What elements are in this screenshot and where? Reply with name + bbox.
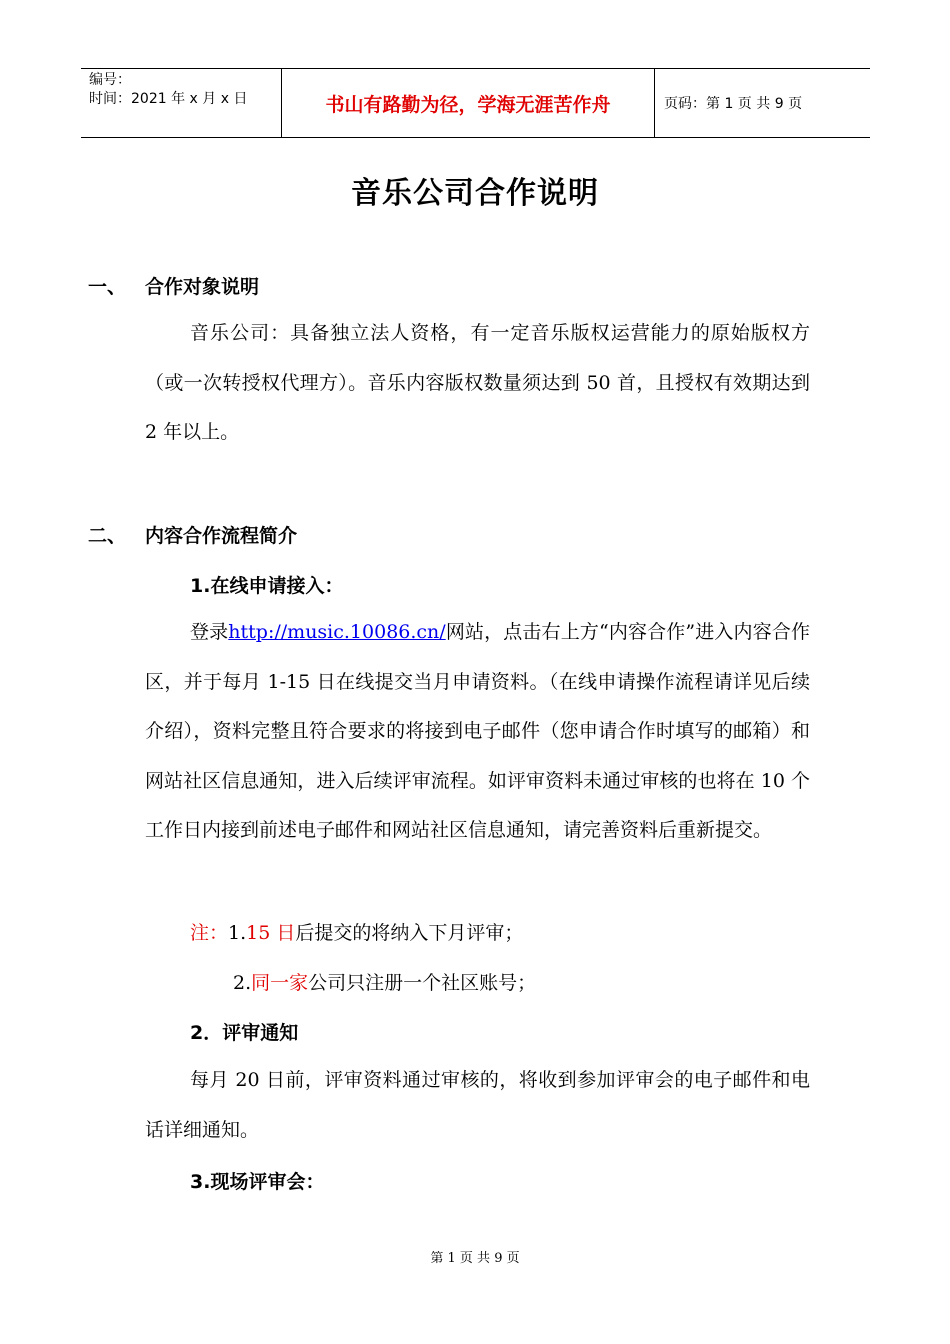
step1-text-before: 登录 bbox=[190, 621, 229, 643]
step2-heading: 2．评审通知 bbox=[190, 1022, 299, 1044]
time-label: 时间：2021 年 x 月 x 日 bbox=[89, 91, 248, 107]
step1-paragraph bbox=[145, 608, 810, 856]
step3-heading: 3.现场评审会： bbox=[190, 1171, 325, 1193]
section-title: 合作对象说明 bbox=[145, 276, 260, 298]
page-header bbox=[81, 68, 870, 138]
section-number: 二、 bbox=[88, 525, 127, 547]
note1-prefix: 1. bbox=[228, 922, 247, 944]
note2-rest: 公司只注册一个社区账号； bbox=[308, 972, 537, 994]
header-meta bbox=[81, 69, 281, 137]
note1-rest: 后提交的将纳入下月评审； bbox=[295, 922, 524, 944]
note2-prefix: 2. bbox=[233, 972, 252, 994]
note-label: 注： bbox=[190, 922, 229, 944]
note-2 bbox=[233, 968, 536, 995]
page-footer: 第 1 页 共 9 页 bbox=[430, 1251, 520, 1266]
step1-text-after: 网站，点击右上方“内容合作”进入内容合作区，并于每月 1-15 日在线提交当月申请资料。（在线申请操作流程请详见后续介绍），资料完整且符合要求的将接到电子邮件（您申请合作时填写的邮箱）和网站社区信息通知，进入后续评审流程。如评审资料未通过审核的也将在 10 个工作日内接到前述电子邮件和网站社区信息通知，请完善资料后重新提交。 bbox=[145, 621, 810, 841]
step1-heading: 1.在线申请接入： bbox=[190, 575, 344, 597]
note1-highlight: 15 日 bbox=[246, 922, 296, 944]
note2-highlight: 同一家 bbox=[251, 972, 309, 994]
note-1 bbox=[190, 918, 523, 945]
section-number: 一、 bbox=[88, 276, 127, 298]
step2-paragraph: 每月 20 日前，评审资料通过审核的，将收到参加评审会的电子邮件和电话详细通知。 bbox=[145, 1069, 810, 1141]
section-heading-2 bbox=[88, 521, 297, 548]
header-motto: 书山有路勤为径，学海无涯苦作舟 bbox=[281, 69, 655, 137]
document-title: 音乐公司合作说明 bbox=[351, 176, 599, 211]
number-label: 编号： bbox=[89, 72, 131, 88]
section-title: 内容合作流程简介 bbox=[145, 525, 298, 547]
section-heading-1 bbox=[88, 272, 259, 299]
header-page-info: 页码：第 1 页 共 9 页 bbox=[664, 96, 803, 112]
music-site-link[interactable]: http://music.10086.cn/ bbox=[228, 621, 446, 643]
section1-paragraph: 音乐公司：具备独立法人资格，有一定音乐版权运营能力的原始版权方（或一次转授权代理方）。音乐内容版权数量须达到 50 首，且授权有效期达到 2 年以上。 bbox=[145, 322, 810, 443]
